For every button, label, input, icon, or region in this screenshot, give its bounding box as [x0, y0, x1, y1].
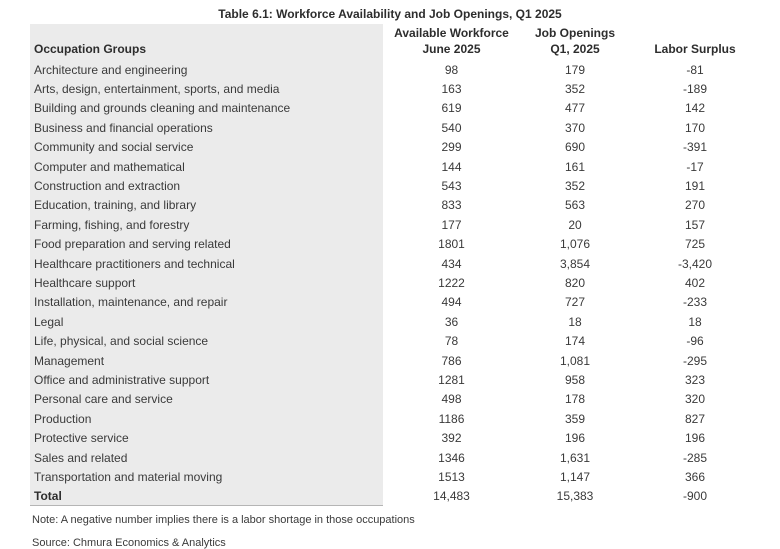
- occupation-cell: Transportation and material moving: [30, 467, 383, 486]
- surplus-cell: -3,420: [677, 256, 713, 271]
- workforce-cell: 36: [444, 314, 459, 329]
- table-row: [30, 370, 760, 389]
- openings-cell: 178: [564, 392, 586, 407]
- occupation-cell: Healthcare support: [30, 273, 383, 292]
- workforce-cell: 1801: [438, 237, 465, 252]
- workforce-cell: 833: [441, 198, 462, 213]
- col-header-labor-surplus: Labor Surplus: [654, 41, 736, 56]
- workforce-cell: 299: [441, 140, 462, 155]
- occupation-cell: Life, physical, and social science: [30, 331, 383, 350]
- workforce-cell: 1222: [438, 275, 465, 290]
- total-row: [30, 487, 760, 506]
- occupation-cell: Legal: [30, 312, 383, 331]
- openings-cell: 727: [564, 295, 586, 310]
- openings-cell: 179: [564, 62, 586, 77]
- table-row: [30, 293, 760, 312]
- occupation-cell: Education, training, and library: [30, 196, 383, 215]
- workforce-cell: 144: [441, 159, 462, 174]
- table-row: [30, 448, 760, 467]
- col-header-available-workforce-line2: June 2025: [422, 41, 481, 56]
- surplus-cell: 196: [684, 431, 706, 446]
- occupation-cell: Healthcare practitioners and technical: [30, 254, 383, 273]
- occupation-cell: Production: [30, 409, 383, 428]
- surplus-cell: 366: [684, 469, 706, 484]
- surplus-cell: -285: [682, 450, 708, 465]
- openings-cell: 1,147: [559, 469, 591, 484]
- openings-cell: 352: [564, 82, 586, 97]
- workforce-cell: 98: [444, 62, 459, 77]
- col-header-job-openings-line2: Q1, 2025: [550, 41, 600, 56]
- workforce-cell: 1281: [438, 372, 465, 387]
- workforce-cell: 498: [441, 392, 462, 407]
- occupation-cell: Installation, maintenance, and repair: [30, 293, 383, 312]
- workforce-cell: 543: [441, 179, 462, 194]
- surplus-cell: 191: [684, 179, 706, 194]
- openings-cell: 18: [568, 314, 582, 329]
- footnote: Note: A negative number implies there is a labor shortage in those occupations: [32, 514, 415, 527]
- openings-cell: 820: [564, 275, 586, 290]
- openings-cell: 20: [568, 217, 582, 232]
- col-header-available-workforce-line1: Available Workforce: [394, 26, 509, 41]
- col-header-occupation-groups: Occupation Groups: [30, 24, 383, 60]
- workforce-cell: 1346: [438, 450, 465, 465]
- surplus-cell: -96: [686, 334, 704, 349]
- surplus-cell: -233: [682, 295, 708, 310]
- openings-cell: 563: [564, 198, 586, 213]
- surplus-cell: 170: [684, 120, 706, 135]
- openings-cell: 161: [564, 159, 586, 174]
- table-row: [30, 118, 760, 137]
- col-header-job-openings-line1: Job Openings: [534, 26, 615, 41]
- table-footer: [30, 487, 760, 506]
- table-row: [30, 467, 760, 486]
- total-openings-value: 15,383: [556, 489, 594, 504]
- table-title: Table 6.1: Workforce Availability and Job Openings, Q1 2025: [218, 7, 562, 21]
- table-row: [30, 79, 760, 98]
- openings-cell: 1,076: [559, 237, 591, 252]
- workforce-cell: 1513: [438, 469, 465, 484]
- table-row: [30, 312, 760, 331]
- occupation-cell: Business and financial operations: [30, 118, 383, 137]
- table-row: [30, 157, 760, 176]
- openings-cell: 352: [564, 179, 586, 194]
- total-label: Total: [30, 487, 383, 506]
- workforce-cell: 177: [441, 217, 462, 232]
- occupation-cell: Protective service: [30, 428, 383, 447]
- table-row: [30, 60, 760, 79]
- surplus-cell: 142: [684, 101, 706, 116]
- table-header: [30, 24, 760, 60]
- surplus-cell: 157: [684, 217, 706, 232]
- table-row: [30, 428, 760, 447]
- workforce-cell: 78: [444, 334, 459, 349]
- occupation-cell: Food preparation and serving related: [30, 235, 383, 254]
- surplus-cell: 827: [684, 411, 706, 426]
- openings-cell: 1,081: [559, 353, 591, 368]
- surplus-cell: -189: [682, 82, 708, 97]
- surplus-cell: 323: [684, 372, 706, 387]
- surplus-cell: -17: [686, 159, 704, 174]
- openings-cell: 174: [564, 334, 586, 349]
- openings-cell: 196: [564, 431, 586, 446]
- source-line: Source: Chmura Economics & Analytics: [32, 537, 226, 549]
- surplus-cell: -391: [682, 140, 708, 155]
- header-row: [30, 24, 760, 60]
- openings-cell: 370: [564, 120, 586, 135]
- table-row: [30, 196, 760, 215]
- openings-cell: 958: [564, 372, 586, 387]
- table-row: [30, 409, 760, 428]
- surplus-cell: 725: [684, 237, 706, 252]
- table-row: [30, 331, 760, 350]
- occupation-cell: Office and administrative support: [30, 370, 383, 389]
- openings-cell: 477: [564, 101, 586, 116]
- workforce-cell: 540: [441, 120, 462, 135]
- openings-cell: 690: [564, 140, 586, 155]
- table-row: [30, 351, 760, 370]
- table-row: [30, 273, 760, 292]
- table-row: [30, 176, 760, 195]
- table-row: [30, 138, 760, 157]
- surplus-cell: 402: [684, 275, 706, 290]
- occupation-cell: Sales and related: [30, 448, 383, 467]
- occupation-cell: Farming, fishing, and forestry: [30, 215, 383, 234]
- workforce-cell: 1186: [438, 411, 465, 426]
- occupation-cell: Construction and extraction: [30, 176, 383, 195]
- workforce-cell: 494: [441, 295, 462, 310]
- total-surplus-value: -900: [682, 489, 708, 504]
- table-row: [30, 235, 760, 254]
- occupation-cell: Computer and mathematical: [30, 157, 383, 176]
- total-workforce-value: 14,483: [433, 489, 470, 504]
- workforce-cell: 619: [441, 101, 462, 116]
- workforce-cell: 434: [441, 256, 462, 271]
- workforce-table: [30, 24, 760, 506]
- occupation-cell: Community and social service: [30, 138, 383, 157]
- workforce-cell: 163: [441, 82, 462, 97]
- openings-cell: 359: [564, 411, 586, 426]
- surplus-cell: 320: [684, 392, 706, 407]
- occupation-cell: Management: [30, 351, 383, 370]
- table-body: [30, 60, 760, 487]
- workforce-cell: 786: [441, 353, 462, 368]
- occupation-cell: Arts, design, entertainment, sports, and media: [30, 79, 383, 98]
- table-row: [30, 390, 760, 409]
- openings-cell: 1,631: [559, 450, 591, 465]
- openings-cell: 3,854: [559, 256, 591, 271]
- table-row: [30, 99, 760, 118]
- col-header-available-workforce: [383, 24, 520, 60]
- table-row: [30, 215, 760, 234]
- surplus-cell: -81: [686, 62, 704, 77]
- surplus-cell: 18: [688, 314, 702, 329]
- surplus-cell: -295: [682, 353, 708, 368]
- table-row: [30, 254, 760, 273]
- surplus-cell: 270: [684, 198, 706, 213]
- col-header-job-openings: [520, 24, 630, 60]
- workforce-cell: 392: [441, 431, 462, 446]
- occupation-cell: Architecture and engineering: [30, 60, 383, 79]
- occupation-cell: Personal care and service: [30, 390, 383, 409]
- occupation-cell: Building and grounds cleaning and maintenance: [30, 99, 383, 118]
